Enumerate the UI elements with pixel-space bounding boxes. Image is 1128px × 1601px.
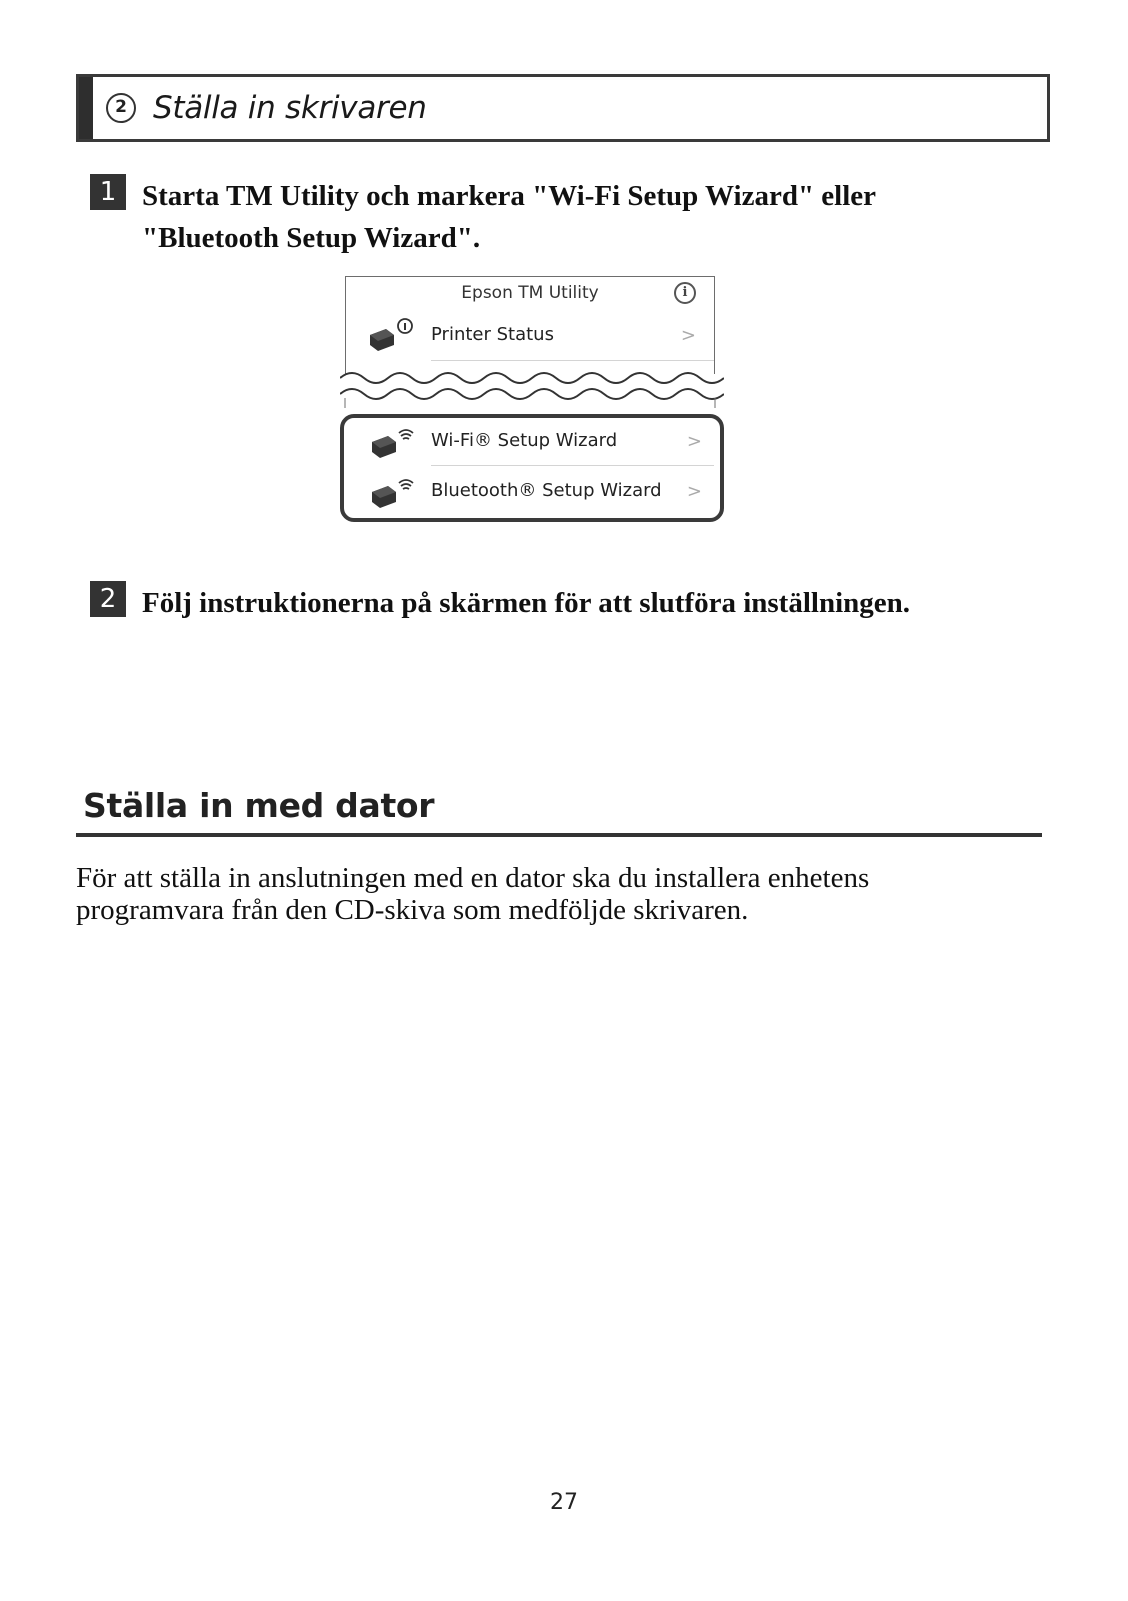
chevron-right-icon: > (686, 481, 702, 502)
step-1-number: 1 (90, 174, 126, 210)
row-bluetooth-setup-wizard-label[interactable]: Bluetooth® Setup Wizard (431, 480, 662, 501)
info-icon[interactable]: i (674, 282, 696, 304)
step-1-line-1: Starta TM Utility och markera "Wi-Fi Setup Wizard" eller (142, 180, 877, 212)
body-paragraph (76, 862, 1056, 926)
section-accent-bar (79, 77, 93, 139)
highlighted-setup-options (340, 414, 724, 522)
step-1-line-2: "Bluetooth Setup Wizard". (142, 222, 481, 254)
step-2-number: 2 (90, 581, 126, 617)
printer-wifi-icon (366, 472, 416, 512)
row-wifi-setup-wizard-label[interactable]: Wi-Fi® Setup Wizard (431, 430, 618, 451)
paragraph-line-1: För att ställa in anslutningen med en dator ska du installera enhetens (76, 862, 870, 894)
row-separator (431, 465, 714, 466)
heading-rule (76, 833, 1042, 837)
chevron-right-icon: > (686, 431, 702, 452)
row-printer-status-label[interactable]: Printer Status (431, 324, 554, 345)
row-separator (431, 360, 714, 361)
section-header (76, 74, 1050, 142)
section-title: Ställa in skrivaren (153, 90, 427, 126)
page-number: 27 (550, 1490, 578, 1515)
chevron-right-icon: > (680, 325, 696, 346)
paragraph-line-2: programvara från den CD-skiva som medföljde skrivaren. (76, 894, 749, 926)
section-number-circle: 2 (106, 93, 136, 123)
step-1-text (142, 175, 876, 259)
step-2-text: Följ instruktionerna på skärmen för att slutföra inställningen. (142, 587, 911, 619)
app-screenshot (340, 276, 724, 524)
wavy-cut-divider (340, 368, 724, 408)
app-title: Epson TM Utility (461, 283, 599, 303)
printer-info-icon (364, 317, 414, 355)
section-heading: Ställa in med dator (83, 786, 435, 825)
printer-wifi-icon (366, 422, 416, 462)
